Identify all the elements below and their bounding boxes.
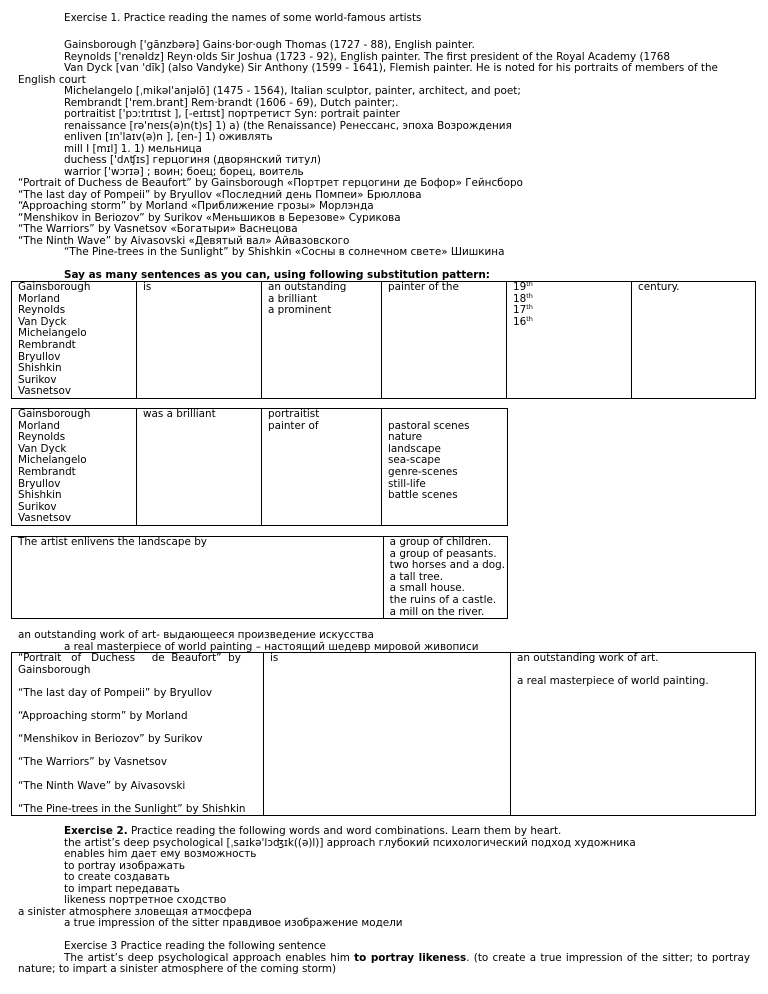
artist-name: Rembrandt (18, 465, 76, 478)
substitution-instruction: Say as many sentences as you can, using following substitution pattern: (64, 269, 490, 281)
artist-name: Reynolds (18, 431, 66, 444)
completion: a tall tree. (389, 570, 444, 583)
artist-name: Gainsborough (18, 281, 91, 293)
entry-michelangelo: Michelangelo [ˌmikəl'anjəlō] (1475 - 1564), Italian sculptor, painter, architect, and poet; (64, 85, 521, 97)
artist-name-column (12, 282, 137, 399)
work-title: “The Warriors” by Vasnetsov (18, 756, 168, 769)
noun: portraitist (268, 408, 320, 420)
artist-name: Van Dyck (18, 442, 67, 455)
artist-name: Morland (18, 419, 61, 432)
artist-name: Michelangelo (18, 327, 87, 340)
adjective-column (262, 282, 382, 399)
entry-mill: mill I [mɪl] 1. 1) мельница (64, 142, 202, 155)
completion-column (383, 537, 507, 619)
century-number: 17th (513, 303, 533, 317)
century-column (507, 282, 632, 399)
completion: a group of peasants. (389, 547, 497, 560)
artist-name-column (12, 409, 137, 526)
entry-duchess: duchess ['dʌʧɪs] герцогиня (дворянский титул) (64, 154, 321, 166)
entry-renaissance: renaissance [rə'neɪs(ə)n(t)s] 1) а) (the Renaissance) Ренессанс, эпоха Возрождения (64, 119, 512, 132)
subject: pastoral scenes (388, 419, 470, 432)
artist-name: Michelangelo (18, 454, 87, 467)
substitution-table-2 (11, 408, 508, 526)
vocab-line: the artist’s deep psychological [ˌsaɪkə'lɔʤɪk((ə)l)] approach глубокий психологический подход художника (64, 836, 636, 849)
work-line: “The Pine-trees in the Sunlight” by Shishkin «Сосны в солнечном свете» Шишкина (64, 246, 505, 258)
entry-vandyck: Van Dyck [van 'dīk] (also Vandyke) Sir Anthony (1599 - 1641), Flemish painter. He is noted for his portraits of members of the (64, 62, 718, 74)
vocab-line: enables him дает ему возможность (64, 848, 257, 860)
exercise-1-title: Exercise 1. Practice reading the names of some world-famous artists (64, 12, 422, 24)
work-line: “Approaching storm” by Morland «Приближение грозы» Морлэнда (18, 200, 374, 212)
verb-cell: is (137, 282, 262, 399)
evaluation: an outstanding work of art. (517, 652, 659, 664)
subject-column (382, 409, 508, 526)
substitution-table-3 (11, 536, 508, 619)
artist-name: Surikov (18, 500, 57, 513)
subject: battle scenes (388, 489, 458, 502)
vocab-line: to create создавать (64, 871, 170, 883)
artist-name: Van Dyck (18, 315, 67, 328)
entry-warrior: warrior ['wɔrɪə] ; воин; боец; борец, воитель (64, 165, 304, 178)
adjective: a prominent (268, 304, 332, 317)
vocab-line: to impart передавать (64, 882, 180, 895)
vocab-line: likeness портретное сходство (64, 894, 227, 906)
century-word-cell: century. (632, 282, 756, 399)
vocab-line: to portray изображать (64, 859, 186, 872)
substitution-table-4 (11, 652, 756, 816)
entry-enliven: enliven [ɪn'laɪv(ə)n ], [en-] 1) оживлять (64, 131, 273, 143)
work-title: “Menshikov in Beriozov” by Surikov (18, 733, 203, 746)
completion: a mill on the river. (389, 605, 485, 618)
exercise-3-title: Exercise 3 Practice reading the following sentence (64, 940, 326, 952)
entry-gainsborough: Gainsborough ['gānzbərə] Gains·bor·ough Thomas (1727 - 88), English painter. (64, 39, 475, 51)
subject: landscape (388, 442, 441, 455)
phrase-masterpiece: a real masterpiece of world painting – настоящий шедевр мировой живописи (64, 640, 479, 653)
work-title: Gainsborough (18, 663, 91, 676)
work-title: “The last day of Pompeii” by Bryullov (18, 686, 213, 699)
century-number: 16th (513, 314, 533, 328)
work-line: “The Warriors” by Vasnetsov «Богатыри» Васнецова (18, 223, 298, 235)
artist-name: Bryullov (18, 350, 61, 363)
subject: nature (388, 431, 423, 444)
artist-name: Rembrandt (18, 338, 76, 351)
evaluation: a real masterpiece of world painting. (517, 675, 709, 688)
work-title: “The Pine-trees in the Sunlight” by Shishkin (18, 802, 246, 815)
entry-portraitist: portraitist ['pɔːtrɪtɪst ], [-eɪtɪst] портретист Syn: portrait painter (64, 108, 400, 120)
work-line: “Portrait of Duchess de Beaufort” by Gainsborough «Портрет герцогини де Бофор» Гейнсборо (18, 177, 523, 189)
work-line: “Menshikov in Beriozov” by Surikov «Меньшиков в Березове» Сурикова (18, 211, 401, 224)
completion: a small house. (389, 582, 465, 595)
completion: two horses and a dog. (389, 559, 505, 572)
artist-name: Morland (18, 292, 61, 305)
artist-name: Reynolds (18, 304, 66, 317)
subject: genre-scenes (388, 465, 458, 478)
verb-cell: was a brilliant (137, 409, 262, 526)
completion: a group of children. (389, 536, 492, 548)
phrase-outstanding: an outstanding work of art- выдающееся произведение искусства (18, 629, 374, 641)
vocab-line: a true impression of the sitter правдивое изображение модели (64, 917, 403, 929)
subject: sea-scape (388, 454, 441, 467)
substitution-table-1 (11, 281, 756, 399)
exercise-2-title: Exercise 2. Practice reading the following words and word combinations. Learn them by heart. (64, 825, 562, 837)
century-number: 18th (513, 291, 533, 305)
noun-column (262, 409, 382, 526)
work-line: “The last day of Pompeii” by Bryullov «Последний день Помпеи» Брюллова (18, 188, 422, 201)
artist-name: Shishkin (18, 362, 62, 375)
artist-name: Surikov (18, 373, 57, 386)
noun-cell: painter of the (382, 282, 507, 399)
exercise-3-sentence: The artist’s deep psychological approach enables him to portray likeness. (to create a true impression of the sitter; to portray nature; to impart a sinister atmosphere of the coming storm) (18, 951, 751, 976)
subject: still-life (388, 477, 426, 490)
adjective: a brilliant (268, 292, 318, 305)
evaluation-column (511, 653, 756, 816)
entry-vandyck-cont: English court (18, 73, 86, 86)
verb-cell: is (264, 653, 511, 816)
work-title: “Approaching storm” by Morland (18, 709, 188, 722)
entry-rembrandt: Rembrandt ['rem.brant] Rem·brandt (1606 - 69), Dutch painter;. (64, 96, 399, 109)
work-title: “The Ninth Wave” by Aivasovski (18, 779, 186, 792)
adjective: an outstanding (268, 281, 347, 293)
entry-reynolds: Reynolds ['renəldz] Reyn·olds Sir Joshua (1723 - 92), English painter. The first president of the Royal Academy (1768 (64, 50, 670, 63)
sentence-start-cell: The artist enlivens the landscape by (12, 537, 384, 619)
vocab-line: a sinister atmosphere зловещая атмосфера (18, 905, 252, 918)
artist-name: Shishkin (18, 489, 62, 502)
work-line: “The Ninth Wave” by Aivasovski «Девятый вал» Айвазовского (18, 234, 350, 247)
artist-name: Bryullov (18, 477, 61, 490)
artist-name: Vasnetsov (18, 385, 72, 398)
artist-name: Vasnetsov (18, 512, 72, 525)
noun: painter of (268, 419, 319, 432)
work-title: “Portrait of Duchess de Beaufort” by (18, 652, 241, 664)
artist-name: Gainsborough (18, 408, 91, 420)
works-column (12, 653, 264, 816)
completion: the ruins of a castle. (389, 593, 497, 606)
century-number: 19th (513, 280, 533, 293)
